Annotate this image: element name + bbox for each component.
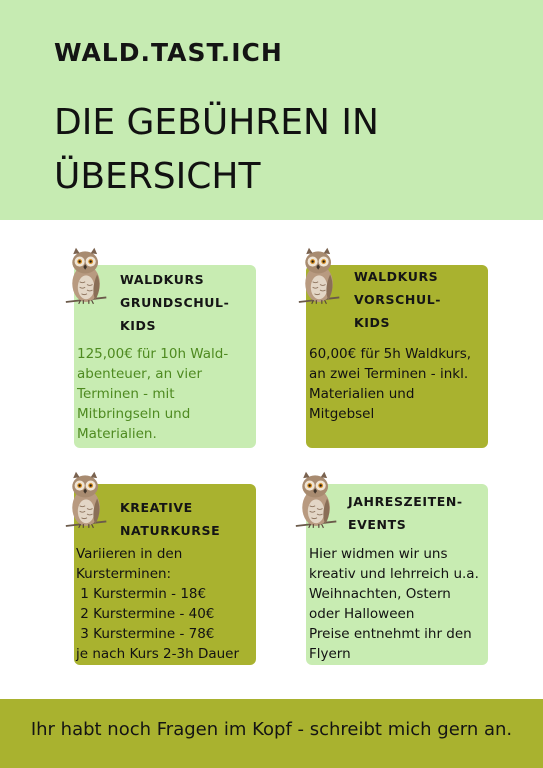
card-text-line: Kursterminen: xyxy=(76,566,172,582)
card-text-line: abenteuer, an vier xyxy=(77,366,203,382)
card-text-line: 3 Kurstermine - 78€ xyxy=(76,626,215,642)
title-line-2: ÜBERSICHT xyxy=(54,156,261,197)
card-text-line: Flyern xyxy=(309,646,351,662)
card-title-line: GRUNDSCHUL- xyxy=(120,295,230,310)
card-title-line: KIDS xyxy=(354,315,391,330)
owl-icon xyxy=(64,246,110,312)
card-text-line: Terminen - mit xyxy=(77,386,175,402)
card-text-line: Variieren in den xyxy=(76,546,183,562)
card-text-line: oder Halloween xyxy=(309,606,415,622)
card-text-line: Mitbringseln und xyxy=(77,406,191,422)
card-text xyxy=(77,344,228,444)
card-text-line: Materialien. xyxy=(77,426,157,442)
card-title-line: WALDKURS xyxy=(354,269,439,284)
card-text-line: 1 Kurstermin - 18€ xyxy=(76,586,207,602)
card-text-line: 2 Kurstermine - 40€ xyxy=(76,606,215,622)
card-title-line: JAHRESZEITEN- xyxy=(348,494,463,509)
card-text-line: Hier widmen wir uns xyxy=(309,546,448,562)
card-text-line: Weihnachten, Ostern xyxy=(309,586,451,602)
card-title xyxy=(120,496,220,542)
card-text-line: kreativ und lehrreich u.a. xyxy=(309,566,479,582)
header-banner xyxy=(0,0,543,220)
brand-name: WALD.TAST.ICH xyxy=(54,38,283,67)
owl-icon xyxy=(294,470,340,536)
card-title xyxy=(348,490,463,536)
owl-icon xyxy=(64,470,110,536)
card-title xyxy=(120,268,229,337)
footer-contact-text: Ihr habt noch Fragen im Kopf - schreibt mich gern an. xyxy=(30,719,513,740)
card-title-line: KREATIVE xyxy=(120,500,193,515)
card-title-line: VORSCHUL- xyxy=(354,292,442,307)
owl-icon xyxy=(297,246,343,312)
card-text-line: Preise entnehmt ihr den xyxy=(309,626,472,642)
card-text-line: an zwei Terminen - inkl. xyxy=(309,366,469,382)
card-text-line: 125,00€ für 10h Wald- xyxy=(77,346,229,362)
card-text-line: Materialien und xyxy=(309,386,415,402)
card-text xyxy=(76,544,239,664)
card-text-line: je nach Kurs 2-3h Dauer xyxy=(76,646,240,662)
card-title-line: WALDKURS xyxy=(120,272,205,287)
footer-banner xyxy=(0,699,543,768)
card-text xyxy=(309,344,471,424)
card-title-line: NATURKURSE xyxy=(120,523,221,538)
card-title-line: EVENTS xyxy=(348,517,407,532)
card-text-line: Mitgebsel xyxy=(309,406,375,422)
card-title-line: KIDS xyxy=(120,318,157,333)
card-title xyxy=(354,265,441,334)
page-title xyxy=(54,96,494,204)
card-text xyxy=(309,544,479,664)
card-text-line: 60,00€ für 5h Waldkurs, xyxy=(309,346,472,362)
title-line-1: DIE GEBÜHREN IN xyxy=(54,102,379,143)
